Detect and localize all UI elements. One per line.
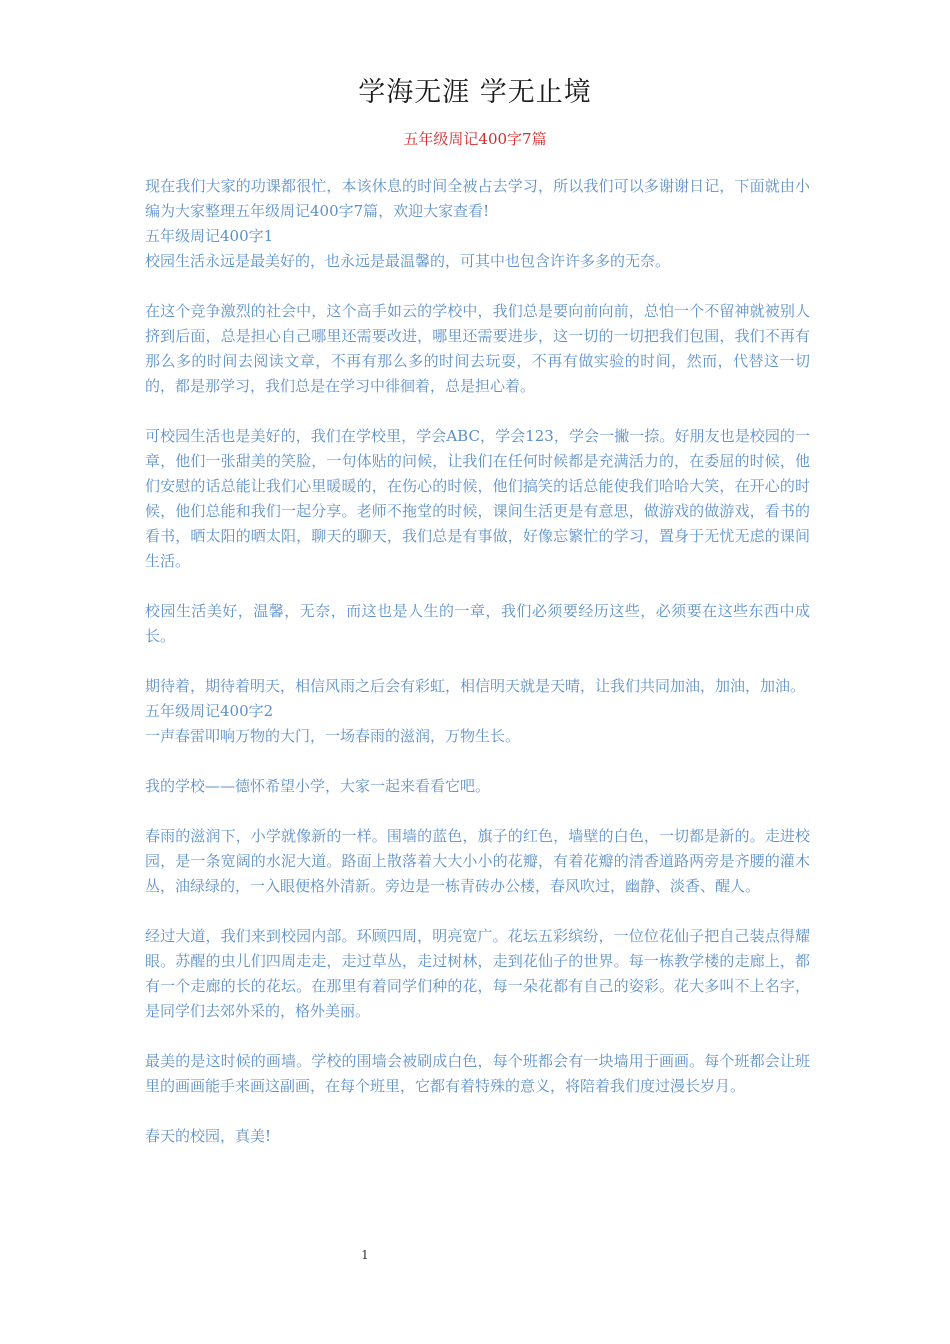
paragraph: 可校园生活也是美好的，我们在学校里，学会ABC，学会123，学会一撇一捺。好朋友也是校园的一章，他们一张甜美的笑脸，一句体贴的问候，让我们在任何时候都是充满活力的，在委屈的时候，他们安慰的话总能让我们心里暖暖的，在伤心的时候，他们搞笑的话总能使我们哈哈大笑，在开心的时候，他们总能和我们一起分享。老师不拖堂的时候，课间生活更是有意思，做游戏的做游戏，看书的看书，晒太阳的晒太阳，聊天的聊天，我们总是有事做，好像忘繁忙的学习，置身于无忧无虑的课间生活。 (145, 427, 810, 570)
paragraph: 一声春雷叩响万物的大门，一场春雨的滋润，万物生长。 (145, 727, 521, 745)
section-heading-1: 五年级周记400字1 (145, 227, 274, 245)
paragraph: 春雨的滋润下，小学就像新的一样。围墙的蓝色，旗子的红色，墙壁的白色，一切都是新的。走进校园，是一条宽阔的水泥大道。路面上散落着大大小小的花瓣，有着花瓣的清香道路两旁是齐腰的灌木丛，油绿绿的，一入眼便格外清新。旁边是一栋青砖办公楼，春风吹过，幽静、淡香、醒人。 (145, 827, 810, 895)
page-header-title: 学海无涯 学无止境 (358, 77, 592, 108)
page-number: 1 (361, 1248, 369, 1262)
paragraph: 校园生活美好，温馨，无奈，而这也是人生的一章，我们必须要经历这些，必须要在这些东西中成长。 (145, 602, 810, 645)
section-heading-2: 五年级周记400字2 (145, 702, 274, 720)
document-subtitle: 五年级周记400字7篇 (403, 130, 547, 148)
paragraph: 最美的是这时候的画墙。学校的围墙会被刷成白色，每个班都会有一块墙用于画画。每个班都会让班里的画画能手来画这副画，在每个班里，它都有着特殊的意义，将陪着我们度过漫长岁月。 (145, 1052, 810, 1095)
paragraph: 春天的校园，真美! (145, 1127, 272, 1145)
paragraph: 校园生活永远是最美好的，也永远是最温馨的，可其中也包含许许多多的无奈。 (145, 252, 671, 270)
document-body (145, 174, 810, 1149)
paragraph: 在这个竞争激烈的社会中，这个高手如云的学校中，我们总是要向前向前，总怕一个不留神就被别人挤到后面，总是担心自己哪里还需要改进，哪里还需要进步，这一切的一切把我们包围，我们不再有那么多的时间去阅读文章，不再有那么多的时间去玩耍，不再有做实验的时间，然而，代替这一切的，都是那学习，我们总是在学习中徘徊着，总是担心着。 (145, 302, 810, 395)
paragraph: 我的学校——德怀希望小学，大家一起来看看它吧。 (145, 777, 491, 795)
intro-paragraph: 现在我们大家的功课都很忙，本该休息的时间全被占去学习，所以我们可以多谢谢日记，下面就由小编为大家整理五年级周记400字7篇，欢迎大家查看! (145, 177, 810, 220)
paragraph: 经过大道，我们来到校园内部。环顾四周，明亮宽广。花坛五彩缤纷，一位位花仙子把自己装点得耀眼。苏醒的虫儿们四周走走，走过草丛，走过树林，走到花仙子的世界。每一栋教学楼的走廊上，都有一个走廊的长的花坛。在那里有着同学们种的花，每一朵花都有自己的姿彩。花大多叫不上名字，是同学们去郊外采的，格外美丽。 (145, 927, 810, 1020)
paragraph: 期待着，期待着明天，相信风雨之后会有彩虹，相信明天就是天晴，让我们共同加油，加油，加油。 (145, 677, 806, 695)
